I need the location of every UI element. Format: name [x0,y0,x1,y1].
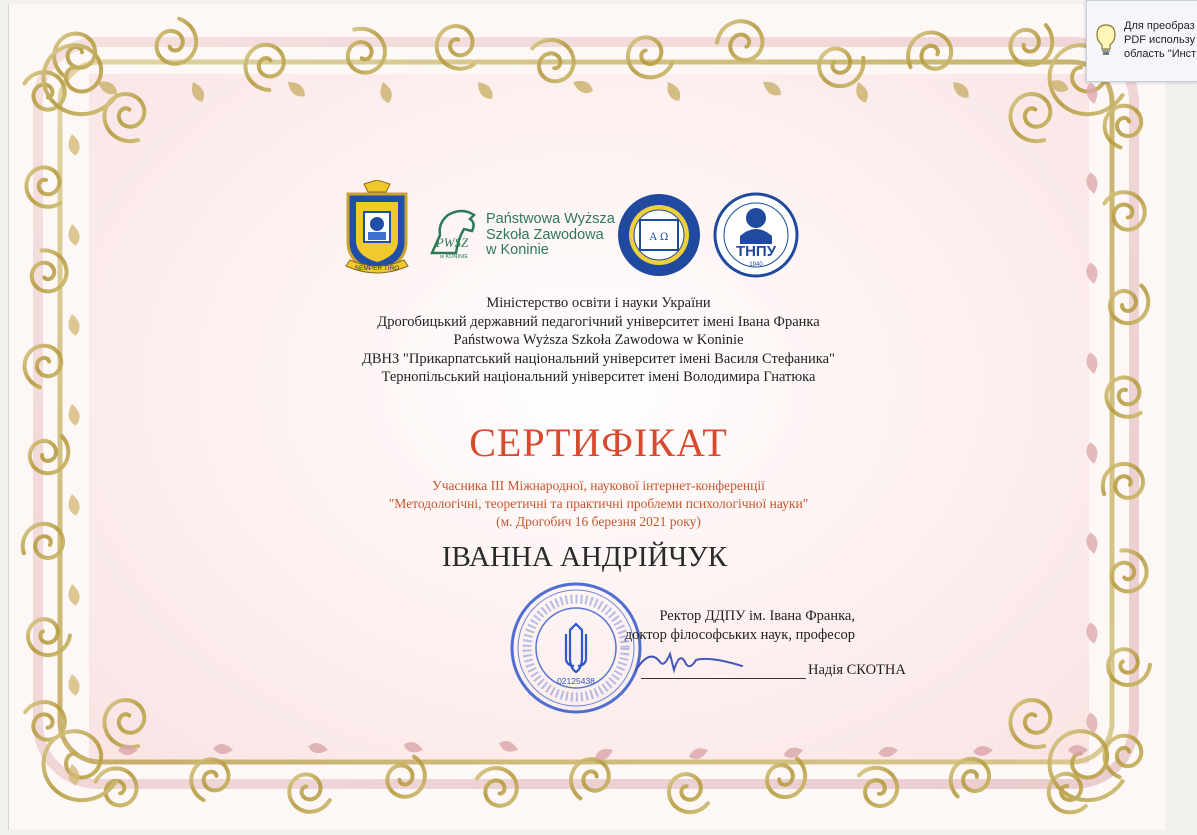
handwritten-signature [630,640,750,680]
frame-leaf [378,81,394,105]
frame-swirl [44,45,117,114]
tnpu-logo [710,192,802,278]
frame-leaf [663,79,684,104]
frame-swirl [245,45,283,90]
frame-swirl [1010,94,1050,141]
institution-line: Міністерство освіти і науки України [486,295,711,311]
pwsz-text-line: Państwowa Wyższa [486,211,615,227]
frame-leaf [1085,621,1100,645]
frame-leaf [687,745,709,761]
pwsz-horse-logo [426,205,484,263]
frame-leaf [402,740,424,755]
signatory-name: Надія СКОТНА [808,662,906,678]
frame-leaf [67,223,82,247]
frame-leaf [973,745,994,757]
official-stamp [508,580,644,716]
pwsz-text-line: Szkoła Zawodowa [486,226,604,243]
frame-leaf [571,77,596,96]
frame-leaf [877,745,898,758]
university-crest-logo [344,180,410,276]
frame-leaf [1085,261,1100,285]
frame-leaf [853,80,871,104]
frame-swirl [104,700,144,747]
institution-line: ДВНЗ "Прикарпатський національний університет імені Василя Стефаника" [362,350,835,367]
frame-leaf [1085,81,1100,105]
tooltip-line: область "Инст [1124,48,1197,60]
institution-line: Дрогобицький державний педагогічний університет імені Івана Франка [377,313,820,330]
svg-text:PWSZ: PWSZ [435,235,469,250]
frame-swirl [571,759,609,798]
frame-leaf [474,78,497,102]
lightbulb-icon [1095,23,1117,57]
event-line: Учасника ІІІ Міжнародної, наукової інтернет-конференції [432,478,765,493]
pwsz-logo-text [486,212,615,259]
frame-leaf [760,77,784,99]
institutions-list [0,294,1197,387]
institution-line: Тернопільський національний університет імені Володимира Гнатюка [381,369,816,386]
frame-leaf [188,80,207,105]
frame-leaf [949,78,972,101]
event-line: (м. Дрогобич 16 березня 2021 року) [496,514,701,529]
signature-line [641,678,806,679]
tooltip-line: PDF использу [1124,34,1196,46]
frame-swirl [348,29,385,73]
signatory-degree: доктор філософських наук, професор [624,626,855,643]
viewer-tooltip[interactable] [1086,0,1197,82]
frame-leaf [67,673,82,697]
frame-swirl [1010,700,1050,747]
frame-leaf [1068,745,1088,755]
svg-text:02125438: 02125438 [557,676,595,686]
tooltip-line: Для преобраз [1124,20,1195,32]
frame-swirl [104,94,144,141]
frame-leaf [782,745,804,760]
frame-leaf [67,133,82,157]
frame-leaf [284,78,308,101]
signatory-title [600,607,855,644]
recipient-name: ІВАННА АНДРІЙЧУК [441,541,728,573]
frame-leaf [497,738,519,754]
frame-leaf [213,743,234,755]
event-line: "Методологічні, теоретичні та практичні проблеми психологічної науки" [388,496,809,511]
signatory-position: Ректор ДДПУ ім. Івана Франка, [659,608,855,624]
frame-leaf [307,742,328,755]
tooltip-text [1124,19,1197,61]
institution-line: Państwowa Wyższa Szkoła Zawodowa w Koninie [453,332,744,349]
frame-swirl [819,49,863,87]
svg-text:1940: 1940 [749,262,763,268]
svg-text:SEMPER TIRO: SEMPER TIRO [354,265,400,272]
frame-leaf [67,583,82,607]
certificate-title: СЕРТИФІКАТ [469,420,728,465]
frame-swirl [26,167,60,206]
svg-text:w KONINIE: w KONINIE [439,254,469,260]
svg-text:Α Ω: Α Ω [649,232,669,243]
event-description [0,477,1197,531]
frame-leaf [1085,171,1100,195]
pwsz-text-line: w Koninie [486,242,549,258]
svg-text:ТНПУ: ТНПУ [735,243,777,260]
university-seal-logo [616,192,702,278]
